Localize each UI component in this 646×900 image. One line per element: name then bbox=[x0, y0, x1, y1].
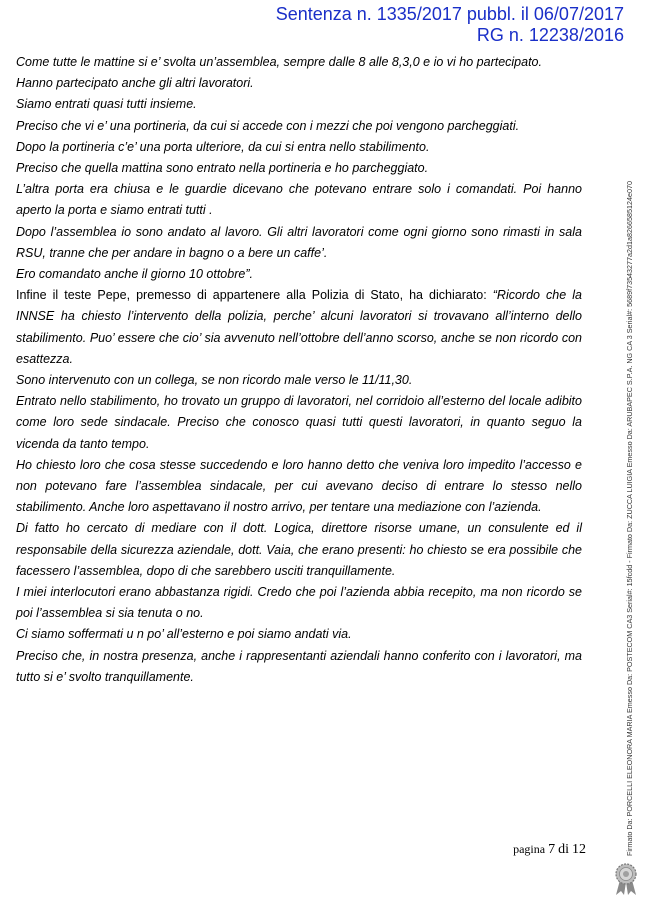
pepe-testimony-paragraph bbox=[16, 285, 582, 370]
di-label: di bbox=[558, 842, 569, 857]
paragraph: Preciso che quella mattina sono entrato nella portineria e ho parcheggiato. bbox=[16, 161, 429, 176]
paragraph: Ho chiesto loro che cosa stesse succedendo e loro hanno detto che veniva loro impedito l’accesso e non potevano fare l’assemblea sindacale, per cui avevano deciso di entrare lo stesso nello stabilimento. Anche loro aspettavano il nostro arrivo, per tentare una mediazione con l’azienda. bbox=[16, 457, 582, 515]
paragraph: I miei interlocutori erano abbastanza rigidi. Credo che poi l’azienda abbia recepito, ma non ricordo se poi l’assemblea si sia tenuta o no. bbox=[16, 585, 582, 621]
sentence-number: Sentenza n. 1335/2017 pubbl. il 06/07/2017 bbox=[275, 4, 624, 24]
document-body bbox=[16, 52, 582, 688]
rg-number: RG n. 12238/2016 bbox=[476, 25, 624, 45]
total-pages: 12 bbox=[572, 842, 586, 857]
paragraph: Siamo entrati quasi tutti insieme. bbox=[16, 97, 197, 112]
pepe-quote: “Ricordo che la INNSE ha chiesto l’intervento della polizia, perche’ alcuni lavoratori si trovavano all’interno dello stabilimento. Puo’ essere che cio’ sia avvenuto nell’ottobre dell’anno scorso, anche se non ricordo con esattezza. bbox=[16, 288, 582, 366]
paragraph: Ci siamo soffermati u n po’ all’esterno e poi siamo andati via. bbox=[16, 627, 352, 642]
paragraph: Dopo la portineria c’e’ una porta ulteriore, da cui si entra nello stabilimento. bbox=[16, 139, 430, 154]
page-number bbox=[513, 842, 586, 858]
current-page: 7 bbox=[548, 842, 556, 857]
paragraph: Ero comandato anche il giorno 10 ottobre”. bbox=[16, 267, 253, 282]
paragraph: L’altra porta era chiusa e le guardie dicevano che potevano entrare solo i comandati. Poi hanno aperto la porta e siamo entrati tutti . bbox=[16, 182, 582, 218]
paragraph: Preciso che vi e’ una portineria, da cui si accede con i mezzi che poi vengono parcheggiati. bbox=[16, 118, 520, 133]
paragraph: Come tutte le mattine si e’ svolta un’assemblea, sempre dalle 8 alle 8,3,0 e io vi ho partecipato. bbox=[16, 55, 542, 69]
digital-signature-stamp: Firmato Da: PORCELLI ELEONORA MARIA Emesso Da: POSTECOM CA3 Serial#: 15fcdd - Firmato Da: ZUCCA LUIGIA Emesso Da: ARUBAPEC S.P.A. NG CA 3 Serial#: 5689f73543277a2d1a8266585124e070 bbox=[625, 181, 634, 856]
paragraph: Di fatto ho cercato di mediare con il dott. Logica, direttore risorse umane, un consulente ed il responsabile della sicurezza aziendale, dott. Vaia, che erano presenti: ho chiesto se era possibile che facessero l’assemblea, dopo di che sarebbero usciti tranquillamente. bbox=[16, 521, 582, 578]
paragraph: Preciso che, in nostra presenza, anche i rappresentanti aziendali hanno conferito con i lavoratori, ma tutto si e’ svolto tranquillamente. bbox=[16, 648, 582, 684]
pagina-label: pagina bbox=[513, 842, 546, 856]
pepe-intro: Infine il teste Pepe, premesso di appartenere alla Polizia di Stato, ha dichiarato: bbox=[16, 288, 493, 303]
paragraph: Hanno partecipato anche gli altri lavoratori. bbox=[16, 76, 254, 91]
paragraph: Sono intervenuto con un collega, se non ricordo male verso le 11/11,30. bbox=[16, 373, 413, 388]
paragraph: Dopo l’assemblea io sono andato al lavoro. Gli altri lavoratori come ogni giorno sono rimasti in sala RSU, tranne che per andare in bagno o a bere un caffe’. bbox=[16, 224, 582, 260]
document-header bbox=[276, 4, 624, 46]
paragraph: Entrato nello stabilimento, ho trovato un gruppo di lavoratori, nel corridoio all’esterno del locale adibito come loro sede sindacale. Preciso che conosco quasi tutti questi lavoratori, in quanto seguo la vicenda da tanto tempo. bbox=[16, 394, 582, 451]
rosette-seal-icon bbox=[611, 862, 641, 896]
